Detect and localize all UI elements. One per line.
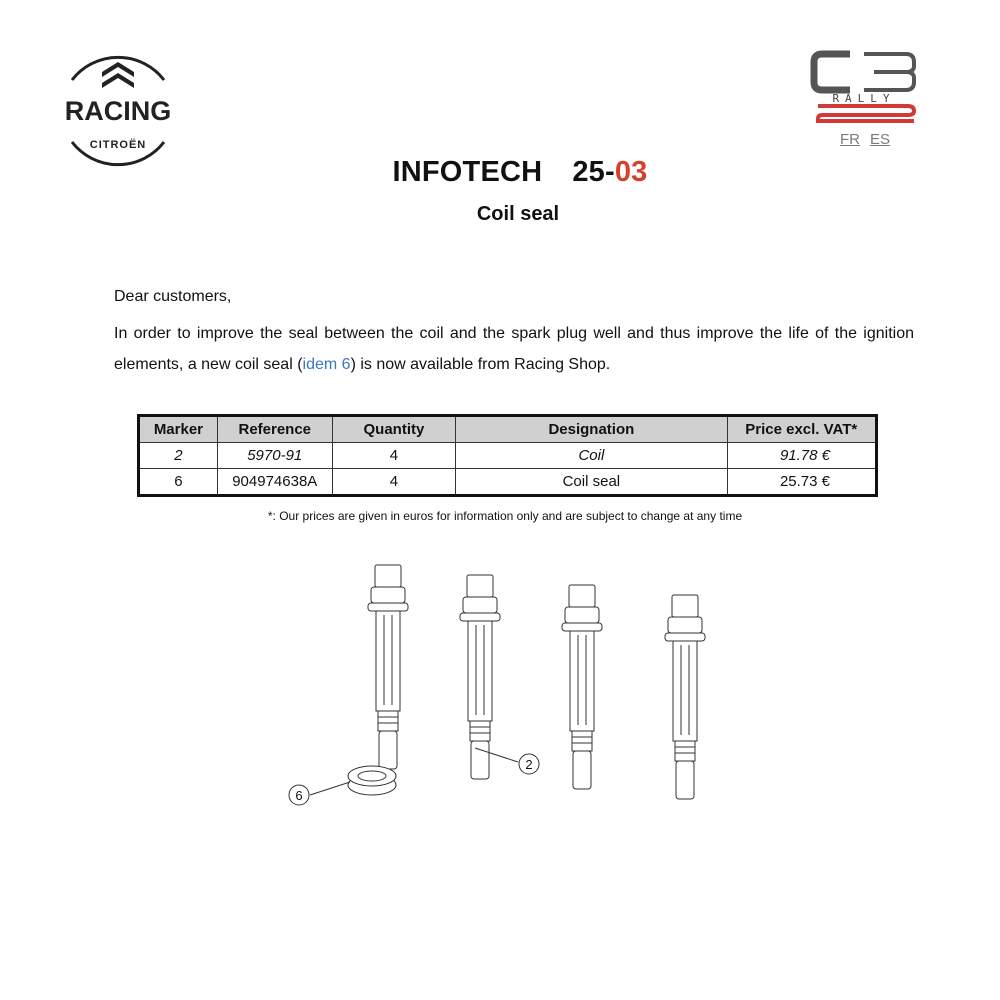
parts-table <box>137 414 878 497</box>
title-number-b: 03 <box>614 156 648 188</box>
table-header-row <box>139 416 877 443</box>
table-row <box>139 443 877 469</box>
title-prefix: INFOTECH <box>392 156 543 188</box>
coil-illustration <box>270 550 730 810</box>
col-quantity: Quantity <box>332 416 456 443</box>
intro-paragraph <box>114 318 914 380</box>
lang-es-link[interactable]: ES <box>870 131 891 148</box>
price-footnote: *: Our prices are given in euros for information only and are subject to change at any time <box>267 509 743 523</box>
callout-6-leader <box>310 782 350 795</box>
svg-text:RACING: RACING <box>64 96 172 126</box>
lang-fr-link[interactable]: FR <box>840 131 860 148</box>
cell-price: 25.73 € <box>727 469 876 496</box>
coil-seal-part <box>348 766 396 795</box>
idem-6-link[interactable]: idem 6 <box>302 356 351 373</box>
svg-text:RALLY: RALLY <box>832 92 896 105</box>
intro-text-b: ) is now available from Racing Shop. <box>350 356 611 373</box>
callout-6-label: 6 <box>295 788 303 803</box>
c3-rally2-logo <box>808 48 920 124</box>
callout-2-label: 2 <box>525 757 533 772</box>
page-subtitle: Coil seal <box>476 203 560 225</box>
intro-text-a: In order to improve the seal between the coil and the spark plug well and thus improve the life of the ignition elements, a new coil seal ( <box>114 325 914 373</box>
title-number-a: 25- <box>572 156 615 188</box>
cell-marker: 6 <box>139 469 218 496</box>
coil-1 <box>368 565 408 769</box>
coil-2 <box>460 575 500 779</box>
svg-text:CITROËN: CITROËN <box>89 139 147 151</box>
cell-marker: 2 <box>139 443 218 469</box>
cell-designation: Coil <box>456 443 727 469</box>
title-number <box>572 156 647 188</box>
cell-quantity: 4 <box>332 443 456 469</box>
cell-designation: Coil seal <box>456 469 727 496</box>
coil-4 <box>665 595 705 799</box>
cell-quantity: 4 <box>332 469 456 496</box>
col-designation: Designation <box>456 416 727 443</box>
cell-price: 91.78 € <box>727 443 876 469</box>
page-title <box>0 156 1000 189</box>
coil-3 <box>562 585 602 789</box>
table-row <box>139 469 877 496</box>
cell-reference: 904974638A <box>217 469 332 496</box>
cell-reference: 5970-91 <box>217 443 332 469</box>
language-switcher <box>840 131 900 148</box>
col-marker: Marker <box>139 416 218 443</box>
greeting: Dear customers, <box>114 288 232 305</box>
col-price: Price excl. VAT* <box>727 416 876 443</box>
col-reference: Reference <box>217 416 332 443</box>
